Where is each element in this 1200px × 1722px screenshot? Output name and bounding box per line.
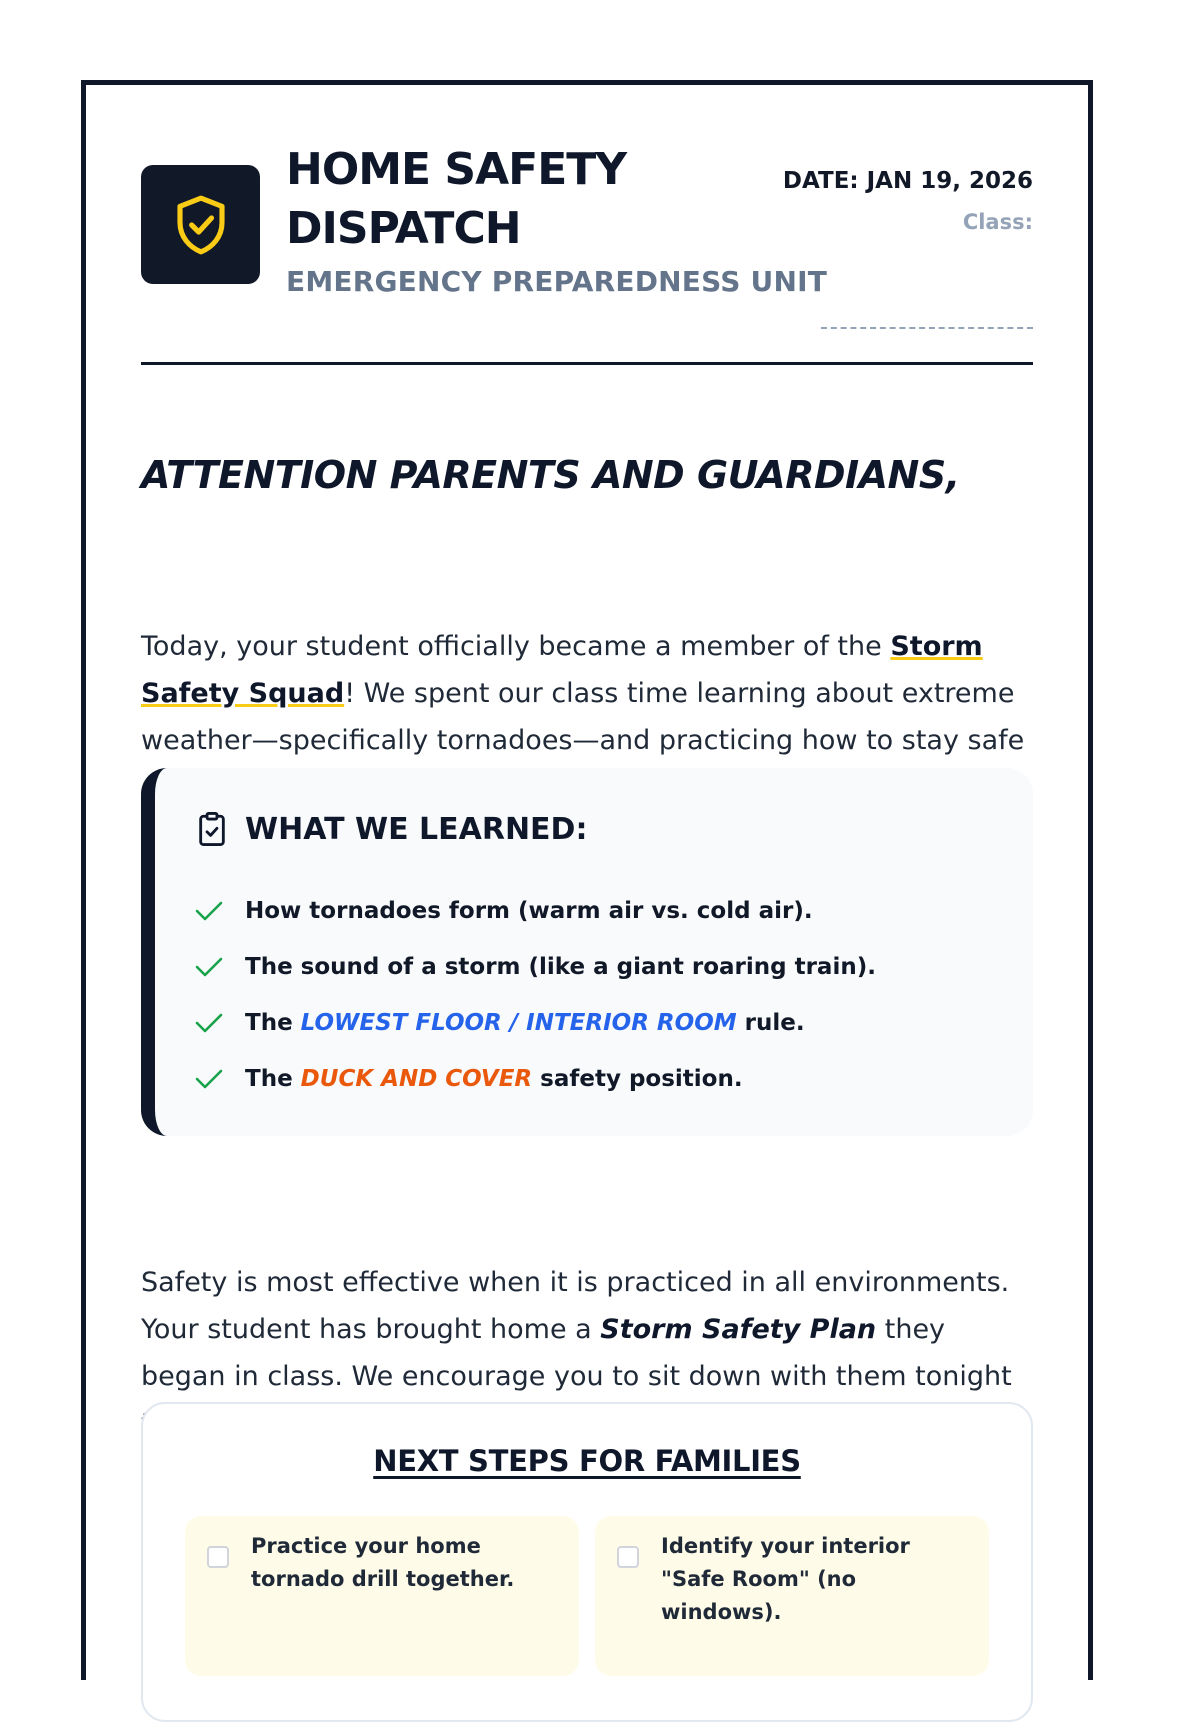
- clipboard-check-icon: [195, 810, 229, 848]
- check-icon: [195, 1068, 223, 1090]
- next-steps-card: [141, 1402, 1033, 1722]
- shield-check-icon: [173, 194, 229, 256]
- intro-text: Today, your student officially became a member of the: [141, 631, 891, 662]
- newsletter-sheet: [81, 80, 1093, 1680]
- interior-room-emphasis: LOWEST FLOOR / INTERIOR ROOM: [300, 1010, 737, 1036]
- date-label: DATE: JAN 19, 2026: [782, 168, 1033, 194]
- next-steps-title: [143, 1444, 1031, 1478]
- step-text: Practice your home tornado drill together.: [251, 1534, 515, 1591]
- learned-title: WHAT WE LEARNED:: [245, 811, 588, 847]
- header-divider: [141, 362, 1033, 365]
- plan-text: Safety is most effective when it is practiced in all environments. Your student has brought home a: [141, 1267, 1010, 1345]
- duck-cover-emphasis: DUCK AND COVER: [300, 1066, 533, 1092]
- learned-item-text: The sound of a storm (like a giant roaring train).: [245, 954, 876, 980]
- squad-highlight: Storm Safety Squad: [141, 631, 983, 709]
- learned-item-suffix: safety position.: [532, 1066, 743, 1092]
- plan-emphasis: Storm Safety Plan: [600, 1314, 877, 1345]
- learned-header: [195, 810, 587, 848]
- learned-item-text: [245, 1066, 743, 1092]
- list-item: [195, 883, 876, 939]
- logo: [141, 165, 260, 284]
- learned-item-text: How tornadoes form (warm air vs. cold air).: [245, 898, 813, 924]
- plan-text-continued: they began in class. We encourage you to sit down with them tonight: [141, 1314, 1012, 1392]
- check-icon: [195, 956, 223, 978]
- learned-item-prefix: The: [245, 1066, 301, 1092]
- list-item: [195, 939, 876, 995]
- learned-panel: [141, 768, 1033, 1136]
- step-text: Identify your interior "Safe Room" (no windows).: [661, 1534, 910, 1624]
- class-label: Class:: [962, 210, 1033, 234]
- next-step-item: [595, 1516, 989, 1676]
- next-steps-title-text: NEXT STEPS FOR FAMILIES: [373, 1444, 801, 1478]
- step-checkbox[interactable]: [617, 1546, 639, 1568]
- step-checkbox[interactable]: [207, 1546, 229, 1568]
- learned-item-prefix: The: [245, 1010, 301, 1036]
- list-item: [195, 995, 876, 1051]
- learned-item-text: [245, 1010, 805, 1036]
- next-step-item: [185, 1516, 579, 1676]
- learned-item-suffix: rule.: [736, 1010, 805, 1036]
- check-icon: [195, 900, 223, 922]
- intro-text-continued: ! We spent our class time learning about extreme weather—specifically tornadoes—and practicing how to stay safe: [141, 678, 1025, 756]
- greeting-heading: ATTENTION PARENTS AND GUARDIANS,: [141, 453, 960, 497]
- learned-list: [195, 883, 876, 1107]
- page-title: HOME SAFETY DISPATCH: [286, 144, 627, 254]
- page-subtitle: EMERGENCY PREPAREDNESS UNIT: [286, 265, 828, 298]
- class-blank-line: [821, 327, 1033, 329]
- list-item: [195, 1051, 876, 1107]
- header: [141, 140, 1033, 300]
- check-icon: [195, 1012, 223, 1034]
